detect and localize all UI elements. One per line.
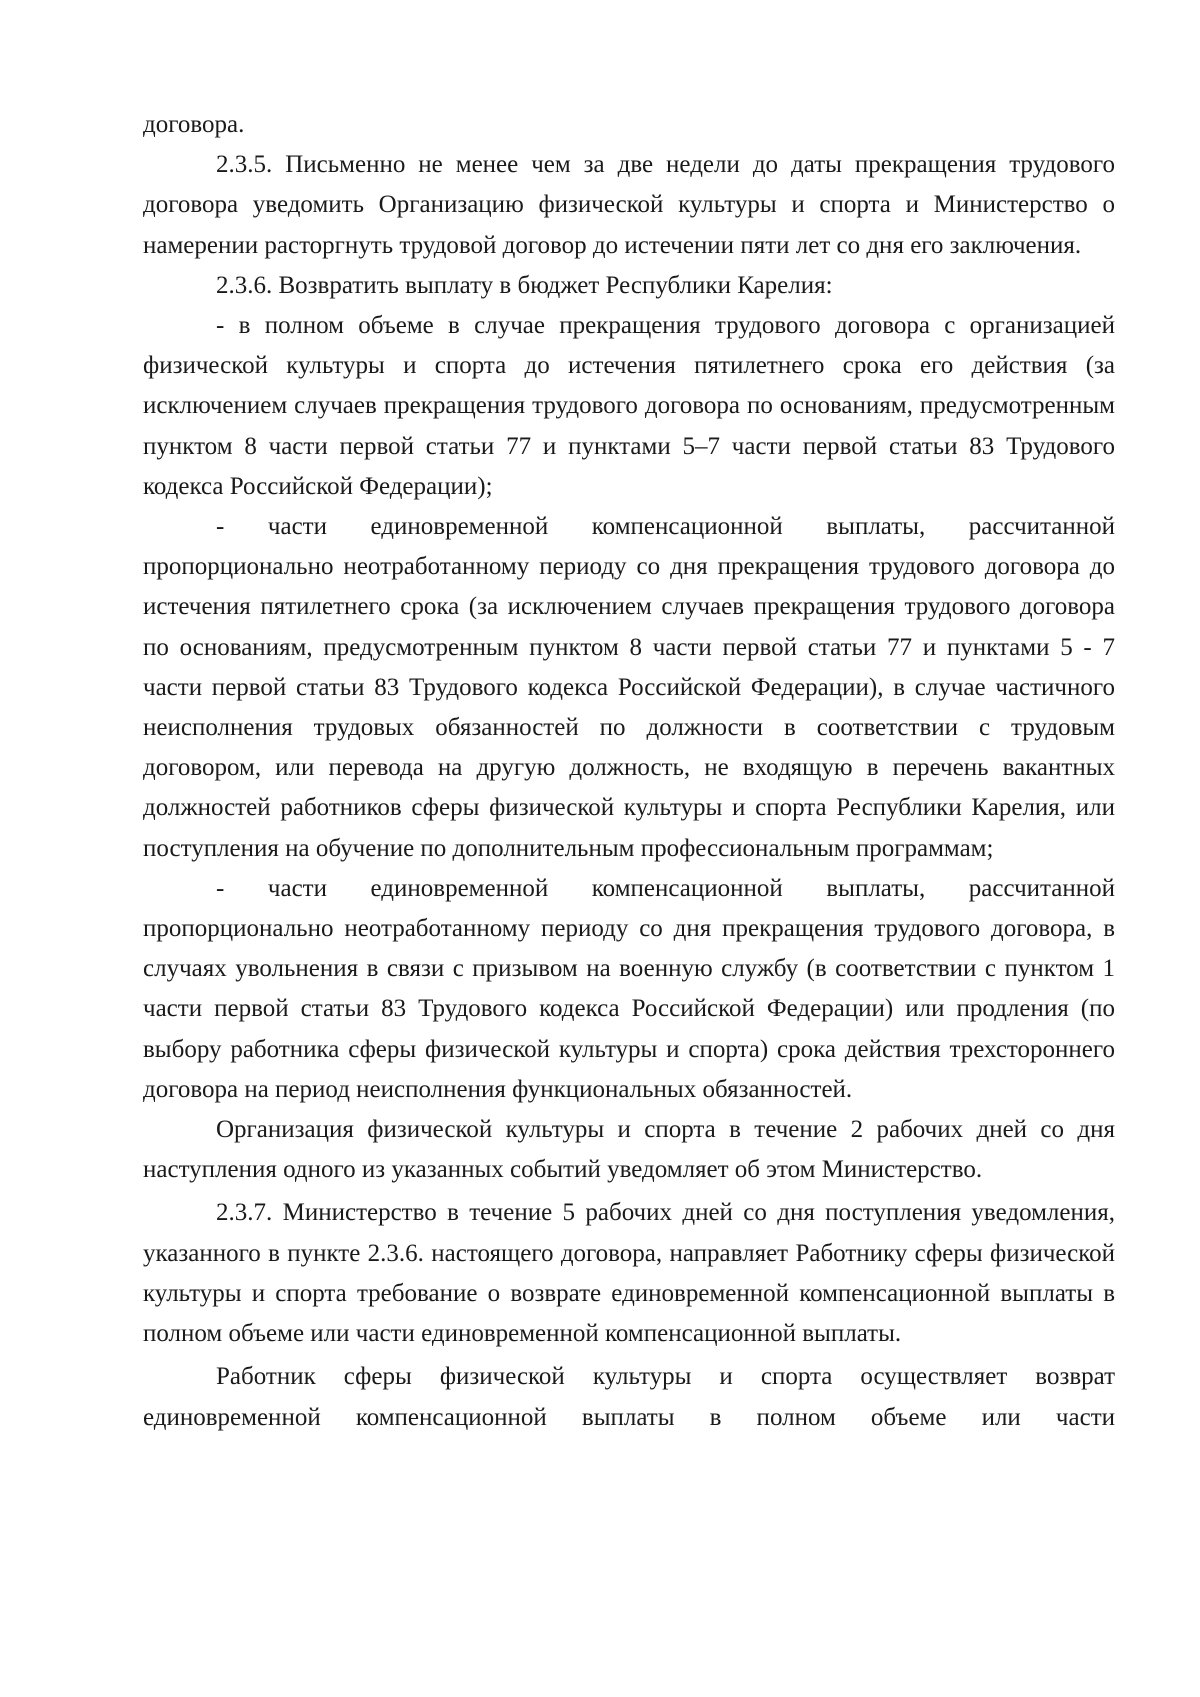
document-body [143,105,1115,1438]
paragraph-organization-notice: Организация физической культуры и спорта в течение 2 рабочих дней со дня наступления одного из указанных событий уведомляет об этом Министерство. [143,1116,1115,1184]
paragraph-2-3-7: 2.3.7. Министерство в течение 5 рабочих дней со дня поступления уведомления, указанного в пункте 2.3.6. настоящего договора, направляет Работнику сферы физической культуры и спорта требование о возврате единовременной компенсационной выплаты в полном объеме или части единовременной компенсационной выплаты. [143,1199,1115,1348]
paragraph-contract-end: договора. [143,111,245,138]
paragraph-military-service: - части единовременной компенсационной выплаты, рассчитанной пропорционально неотработанному периоду со дня прекращения трудового договора, в случаях увольнения в связи с призывом на военную службу (в соответствии с пунктом 1 части первой статьи 83 Трудового кодекса Российской Федерации) или продления (по выбору работника сферы физической культуры и спорта) срока действия трехстороннего договора на период неисполнения функциональных обязанностей. [143,874,1115,1103]
paragraph-full-refund: - в полном объеме в случае прекращения трудового договора с организацией физической культуры и спорта до истечения пятилетнего срока его действия (за исключением случаев прекращения трудового договора по основаниям, предусмотренным пунктом 8 части первой статьи 77 и пунктами 5–7 части первой статьи 83 Трудового кодекса Российской Федерации); [143,312,1115,500]
paragraph-2-3-6: 2.3.6. Возвратить выплату в бюджет Республики Карелия: [216,271,833,299]
paragraph-worker-refund: Работник сферы физической культуры и спорта осуществляет возврат единовременной компенсационной выплаты в полном объеме или части [143,1363,1115,1431]
paragraph-2-3-5: 2.3.5. Письменно не менее чем за две недели до даты прекращения трудового договора уведомить Организацию физической культуры и спорта и Министерство о намерении расторгнуть трудовой договор до истечении пяти лет со дня его заключения. [143,151,1115,259]
paragraph-partial-refund: - части единовременной компенсационной выплаты, рассчитанной пропорционально неотработанному периоду со дня прекращения трудового договора до истечения пятилетнего срока (за исключением случаев прекращения трудового договора по основаниям, предусмотренным пунктом 8 части первой статьи 77 и пунктами 5 - 7 части первой статьи 83 Трудового кодекса Российской Федерации), в случае частичного неисполнения трудовых обязанностей по должности в соответствии с трудовым договором, или перевода на другую должность, не входящую в перечень вакантных должностей работников сферы физической культуры и спорта Республики Карелия, или поступления на обучение по дополнительным профессиональным программам; [143,513,1115,862]
